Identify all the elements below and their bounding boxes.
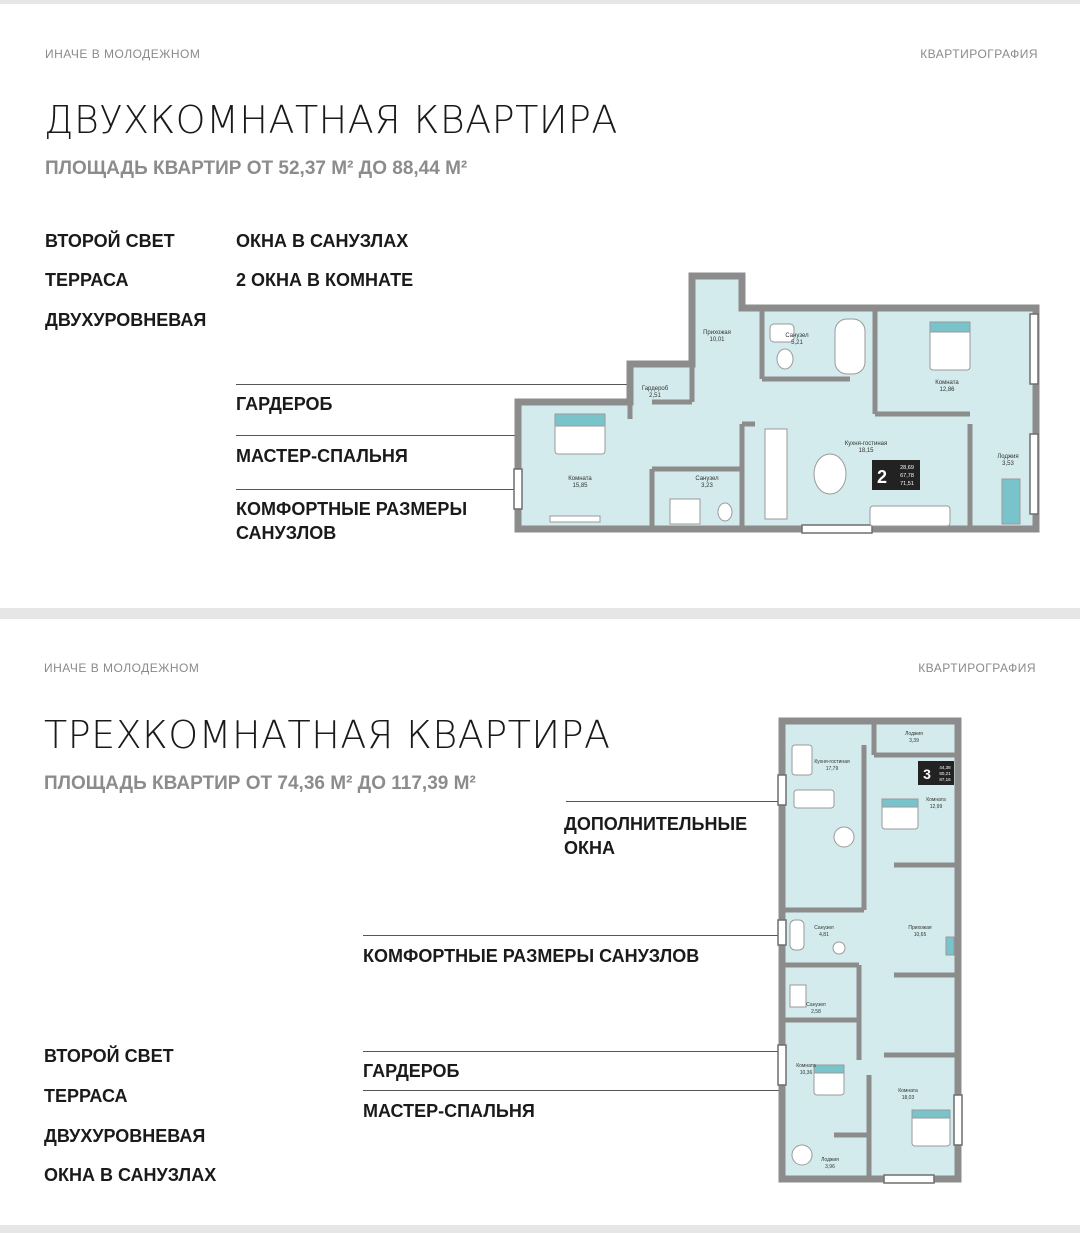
brand-name: ИНАЧЕ В МОЛОДЕЖНОМ [44, 661, 200, 675]
slide-three-room [0, 619, 1080, 1225]
room-label: Комната [898, 1088, 918, 1094]
badge-rooms: 3 [923, 766, 931, 782]
page-title: ДВУХКОМНАТНАЯ КВАРТИРА [44, 98, 618, 142]
room-label: Прихожая [908, 925, 932, 931]
room-area: 3,23 [701, 483, 713, 489]
callout-master-bedroom: МАСТЕР-СПАЛЬНЯ [236, 446, 408, 466]
badge-value: 80,21 [939, 771, 951, 776]
floor-plan-two-room [510, 244, 1042, 540]
room-area: 12,99 [929, 804, 943, 810]
feature-two-windows: 2 ОКНА В КОМНАТЕ [236, 270, 414, 290]
area-range-subtitle: ПЛОЩАДЬ КВАРТИР ОТ 74,36 М² ДО 117,39 М² [44, 773, 476, 794]
room-label: Комната [935, 380, 959, 386]
callout-wardrobe: ГАРДЕРОБ [363, 1061, 460, 1081]
room-label: Лоджия [905, 731, 923, 737]
room-area: 2,51 [649, 393, 661, 399]
room-label: Санузел [695, 476, 719, 482]
leader-line-wardrobe [363, 1051, 780, 1052]
badge-value: 28,69 [900, 465, 914, 471]
room-area: 3,39 [909, 738, 919, 744]
badge-rooms: 2 [876, 467, 888, 487]
feature-two-level: ДВУХУРОВНЕВАЯ [45, 310, 207, 330]
room-label: Прихожая [703, 330, 731, 336]
room-area: 4,81 [819, 932, 829, 938]
feature-second-light: ВТОРОЙ СВЕТ [45, 231, 175, 251]
room-area: 10,01 [709, 337, 725, 343]
room-label: Комната [926, 797, 946, 803]
page-title: ТРЕХКОМНАТНАЯ КВАРТИРА [44, 713, 611, 757]
room-area: 17,79 [825, 766, 839, 772]
room-label: Санузел [814, 925, 834, 931]
room-area: 15,85 [572, 483, 588, 489]
room-label: 5,21 [791, 340, 803, 346]
callout-wardrobe: ГАРДЕРОБ [236, 394, 333, 414]
room-area: 18,15 [858, 448, 874, 454]
area-range-subtitle: ПЛОЩАДЬ КВАРТИР ОТ 52,37 М² ДО 88,44 М² [45, 158, 468, 179]
feature-two-level: ДВУХУРОВНЕВАЯ [44, 1126, 206, 1146]
callout-master-bedroom: МАСТЕР-СПАЛЬНЯ [363, 1101, 535, 1121]
room-label: Комната [796, 1063, 816, 1069]
room-area: 18,03 [901, 1095, 915, 1101]
section-label: КВАРТИРОГРАФИЯ [918, 661, 1036, 675]
room-area: 3,96 [825, 1164, 835, 1170]
badge-value: 44,38 [939, 765, 951, 770]
callout-bathroom-sizes: КОМФОРТНЫЕ РАЗМЕРЫ САНУЗЛОВ [363, 946, 700, 966]
floor-plan-three-room [774, 715, 966, 1185]
leader-line-master [363, 1090, 780, 1091]
room-area: 10,36 [799, 1070, 813, 1076]
room-area: 10,65 [913, 932, 927, 938]
room-label: Лоджия [997, 454, 1019, 460]
room-label: Лоджия [821, 1157, 839, 1163]
badge-value: 87,16 [939, 777, 951, 782]
room-label: Санузел [785, 333, 809, 339]
callout-bathroom-sizes: КОМФОРТНЫЕ РАЗМЕРЫ САНУЗЛОВ [236, 499, 468, 543]
badge-value: 67,78 [900, 473, 914, 479]
room-area: 2,58 [811, 1009, 821, 1015]
callout-extra-windows: ДОПОЛНИТЕЛЬНЫЕ ОКНА [564, 814, 748, 858]
feature-bathroom-windows: ОКНА В САНУЗЛАХ [44, 1165, 217, 1185]
room-area: 12,86 [939, 387, 955, 393]
feature-bathroom-windows: ОКНА В САНУЗЛАХ [236, 231, 409, 251]
section-label: КВАРТИРОГРАФИЯ [920, 47, 1038, 61]
brand-name: ИНАЧЕ В МОЛОДЕЖНОМ [45, 47, 201, 61]
badge-value: 71,51 [900, 481, 914, 487]
feature-second-light: ВТОРОЙ СВЕТ [44, 1046, 174, 1066]
leader-line-extra-windows [566, 801, 780, 802]
leader-line-bathrooms [363, 935, 780, 936]
feature-terrace: ТЕРРАСА [45, 270, 129, 290]
feature-terrace: ТЕРРАСА [44, 1086, 128, 1106]
room-label: Кухня-гостиная [844, 441, 888, 447]
room-label: Кухня-гостиная [814, 759, 850, 765]
room-area: 3,53 [1002, 461, 1014, 467]
room-label: Гардероб [641, 386, 669, 392]
slide-two-room [0, 4, 1080, 608]
room-label: Санузел [806, 1002, 826, 1008]
room-label: Комната [568, 476, 592, 482]
